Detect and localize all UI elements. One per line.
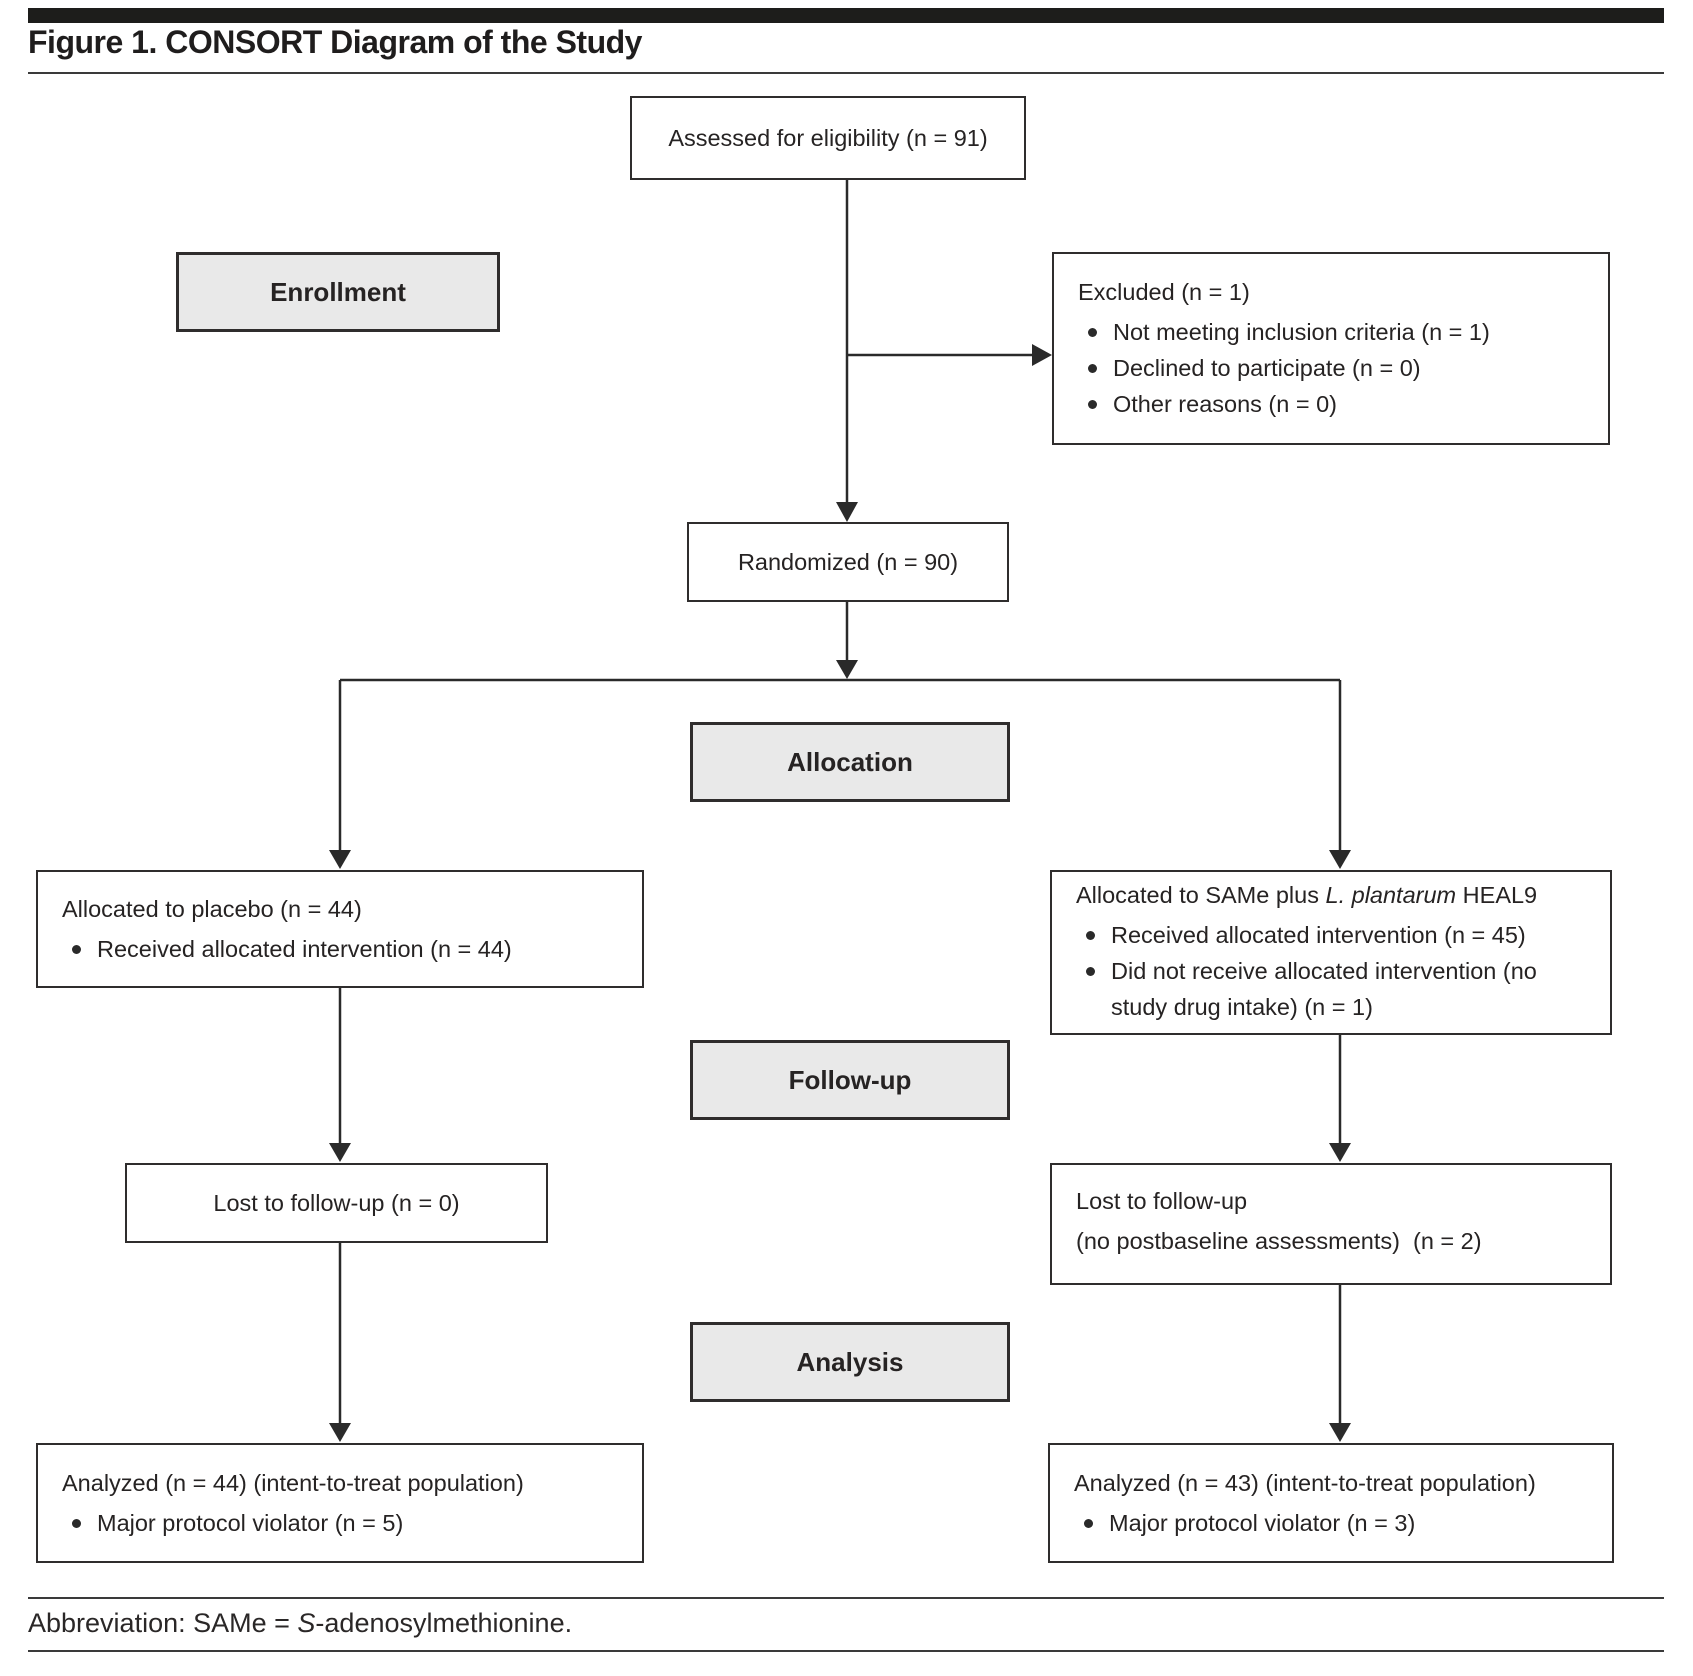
list-item-text: Received allocated intervention (n = 44)	[97, 936, 512, 962]
text-segment: Abbreviation: SAMe =	[28, 1608, 298, 1638]
figure-title: Figure 1. CONSORT Diagram of the Study	[28, 24, 642, 60]
bullet-icon	[1088, 328, 1097, 337]
box-randomized	[687, 522, 1009, 602]
allocated-same-title	[1076, 877, 1586, 913]
text-segment: -adenosylmethionine.	[315, 1608, 573, 1638]
box-text: Lost to follow-up (n = 0)	[213, 1189, 460, 1216]
footnote-divider-top	[28, 1597, 1664, 1599]
abbreviation-note	[28, 1608, 572, 1639]
text-segment-italic: L. plantarum	[1325, 881, 1457, 908]
text-segment: Allocated to SAMe plus	[1076, 881, 1326, 908]
arrow-assessed-to-randomized	[836, 180, 858, 522]
allocated-same-list	[1076, 917, 1586, 1025]
text-segment-italic: S	[297, 1608, 316, 1638]
arrow-lost-to-analyzed-same	[1329, 1285, 1351, 1442]
stage-text: Follow-up	[788, 1064, 912, 1095]
box-lost-same	[1050, 1163, 1612, 1285]
analyzed-placebo-list	[62, 1505, 618, 1541]
title-divider	[28, 72, 1664, 74]
box-allocated-placebo	[36, 870, 644, 988]
stage-text: Analysis	[796, 1346, 904, 1377]
stage-label-allocation	[690, 722, 1010, 802]
box-assessed-for-eligibility	[630, 96, 1026, 180]
list-item	[1074, 1505, 1588, 1541]
bullet-icon	[1088, 364, 1097, 373]
bullet-icon	[1086, 931, 1095, 940]
list-item-text: Major protocol violator (n = 3)	[1109, 1510, 1416, 1536]
analyzed-same-title: Analyzed (n = 43) (intent-to-treat population)	[1074, 1470, 1536, 1496]
arrow-split-to-same	[1329, 680, 1351, 869]
box-analyzed-placebo	[36, 1443, 644, 1563]
list-item-text: Declined to participate (n = 0)	[1113, 355, 1421, 381]
bullet-icon	[1088, 400, 1097, 409]
arrow-same-to-lost	[1329, 1035, 1351, 1162]
stage-text: Allocation	[787, 746, 913, 777]
stage-label-analysis	[690, 1322, 1010, 1402]
analyzed-placebo-title: Analyzed (n = 44) (intent-to-treat population)	[62, 1470, 524, 1496]
list-item-text: Other reasons (n = 0)	[1113, 391, 1338, 417]
box-excluded	[1052, 252, 1610, 445]
lost-same-line2: (no postbaseline assessments) (n = 2)	[1076, 1228, 1482, 1254]
lost-same-line1: Lost to follow-up	[1076, 1188, 1248, 1214]
list-item	[1078, 350, 1584, 386]
excluded-title: Excluded (n = 1)	[1078, 279, 1250, 305]
arrow-to-excluded	[847, 344, 1052, 366]
arrow-placebo-to-lost	[329, 988, 351, 1162]
box-analyzed-same	[1048, 1443, 1614, 1563]
list-item	[1076, 953, 1586, 1025]
stage-label-followup	[690, 1040, 1010, 1120]
box-text: Randomized (n = 90)	[737, 548, 959, 575]
list-item-text: Received allocated intervention (n = 45)	[1111, 921, 1526, 948]
bullet-icon	[1086, 967, 1095, 976]
stage-text: Enrollment	[270, 276, 406, 307]
arrow-split-to-placebo	[329, 680, 351, 869]
allocated-placebo-list	[62, 931, 618, 967]
arrow-lost-to-analyzed-placebo	[329, 1243, 351, 1442]
top-black-bar	[28, 8, 1664, 23]
text-segment: HEAL9	[1456, 881, 1538, 908]
box-text: Assessed for eligibility (n = 91)	[668, 124, 988, 151]
box-lost-placebo	[125, 1163, 548, 1243]
bullet-icon	[1084, 1519, 1093, 1528]
list-item-text: Did not receive allocated intervention (no study drug intake) (n = 1)	[1111, 957, 1537, 1020]
footnote-divider-bottom	[28, 1650, 1664, 1652]
allocated-placebo-title: Allocated to placebo (n = 44)	[62, 896, 362, 922]
bullet-icon	[72, 945, 81, 954]
excluded-list	[1078, 314, 1584, 422]
list-item	[1078, 314, 1584, 350]
arrow-randomized-to-split	[836, 602, 858, 679]
list-item	[62, 931, 618, 967]
list-item	[62, 1505, 618, 1541]
analyzed-same-list	[1074, 1505, 1588, 1541]
list-item-text: Major protocol violator (n = 5)	[97, 1510, 404, 1536]
stage-label-enrollment	[176, 252, 500, 332]
list-item	[1078, 386, 1584, 422]
list-item	[1076, 917, 1586, 953]
bullet-icon	[72, 1519, 81, 1528]
list-item-text: Not meeting inclusion criteria (n = 1)	[1113, 319, 1490, 345]
box-allocated-same	[1050, 870, 1612, 1035]
